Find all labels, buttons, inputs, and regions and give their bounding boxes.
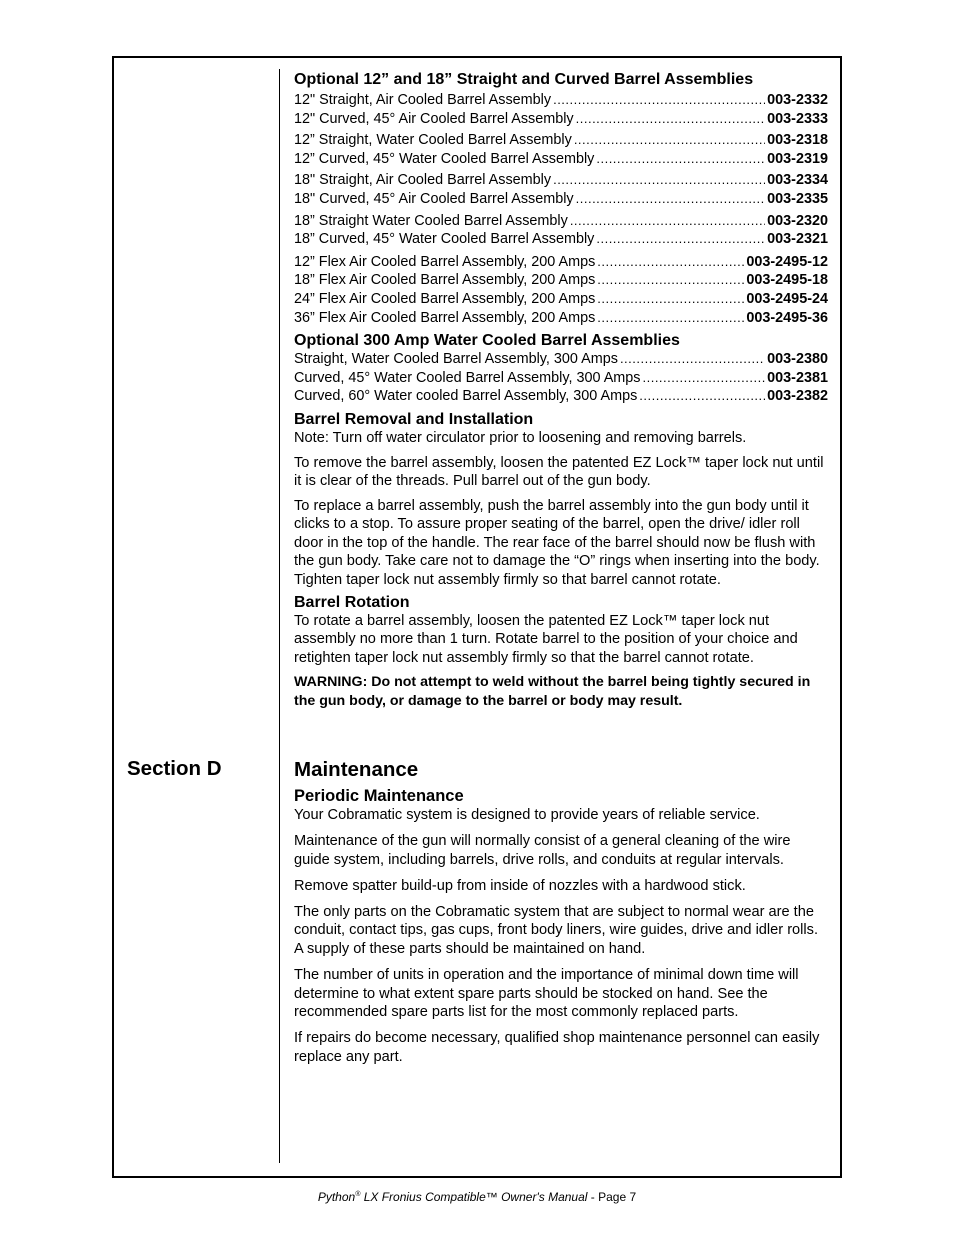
dot-leader: [597, 253, 744, 272]
maintenance-paragraph: The number of units in operation and the importance of minimal down time will determine to what extent spare parts should be stocked on hand. See the recommended spare parts list for the most commonly replaced parts.: [294, 967, 799, 1021]
part-number: 003-2318: [767, 132, 828, 149]
part-description: 18” Flex Air Cooled Barrel Assembly, 200 Amps: [294, 272, 596, 289]
removal-note: Note: Turn off water circulator prior to loosening and removing barrels.: [294, 429, 747, 446]
part-description: Curved, 60° Water cooled Barrel Assembly, 300 Amps: [294, 388, 638, 405]
removal-paragraph-1: To remove the barrel assembly, loosen the patented EZ Lock™ taper lock nut until it is clear of the threads. Pull barrel out of the gun body.: [294, 454, 824, 490]
part-row: [294, 369, 828, 388]
part-row: [294, 253, 828, 272]
part-row: [294, 91, 828, 110]
part-description: 12” Flex Air Cooled Barrel Assembly, 200 Amps: [294, 253, 596, 270]
dot-leader: [553, 91, 765, 110]
part-group: [294, 212, 828, 249]
part-description: 18” Curved, 45° Water Cooled Barrel Assembly: [294, 231, 595, 248]
part-number: 003-2332: [767, 92, 828, 108]
maintenance-paragraph: Your Cobramatic system is designed to provide years of reliable service.: [294, 807, 760, 823]
dot-leader: [597, 309, 744, 328]
column-divider: [279, 69, 280, 1163]
barrel-assemblies-block: [294, 70, 828, 711]
dot-leader: [639, 387, 765, 406]
part-number: 003-2319: [767, 150, 828, 167]
part-number: 003-2495-36: [746, 309, 828, 326]
part-group: [294, 253, 828, 327]
part-row: [294, 290, 828, 309]
part-number: 003-2321: [767, 231, 828, 248]
part-description: 12" Straight, Air Cooled Barrel Assembly: [294, 92, 552, 108]
part-row: [294, 150, 828, 169]
dot-leader: [553, 171, 765, 190]
part-row: [294, 171, 828, 190]
dot-leader: [642, 369, 765, 388]
part-group: [294, 171, 828, 208]
part-description: 12” Curved, 45° Water Cooled Barrel Assembly: [294, 150, 595, 167]
dot-leader: [620, 350, 765, 369]
part-number: 003-2380: [767, 351, 828, 368]
maintenance-block: [294, 758, 828, 1074]
maintenance-paragraph: If repairs do become necessary, qualified shop maintenance personnel can easily replace any part.: [294, 1030, 820, 1066]
rotation-heading: Barrel Rotation: [294, 593, 410, 611]
part-group: [294, 131, 828, 168]
part-row: [294, 230, 828, 249]
part-description: 12" Curved, 45° Air Cooled Barrel Assembly: [294, 110, 574, 127]
maintenance-title: Maintenance: [294, 758, 419, 781]
part-row: [294, 309, 828, 328]
part-number: 003-2495-12: [746, 253, 828, 270]
part-description: 18" Curved, 45° Air Cooled Barrel Assembly: [294, 190, 574, 207]
part-row: [294, 387, 828, 406]
maintenance-paragraph: The only parts on the Cobramatic system that are subject to normal wear are the conduit, contact tips, gas cups, front body liners, wire guides, drive and idler rolls. A supply of these parts should be maintained on hand.: [294, 903, 819, 958]
part-number: 003-2320: [767, 212, 828, 229]
part-number: 003-2382: [767, 388, 828, 405]
footer-brand: Python: [317, 1190, 356, 1204]
part-description: Straight, Water Cooled Barrel Assembly, 300 Amps: [294, 351, 618, 368]
dot-leader: [570, 212, 765, 231]
amp300-parts-list: [294, 350, 828, 406]
removal-paragraph-2: To replace a barrel assembly, push the barrel assembly into the gun body until it clicks to a stop. To assure proper seating of the barrel, open the drive/ idler roll door in the top of the handle. The rear face of the barrel should now be flush with the gun body. Take care not to damage the “O” rings when inserting into the body. Tighten taper lock nut assembly firmly so that barrel cannot rotate.: [294, 497, 820, 589]
removal-heading: Barrel Removal and Installation: [294, 410, 534, 428]
dot-leader: [597, 290, 744, 309]
part-number: 003-2495-18: [746, 272, 828, 289]
footer-manual-title: LX Fronius Compatible™ Owner's Manual: [360, 1190, 588, 1204]
dot-leader: [596, 230, 765, 249]
periodic-maintenance-heading: Periodic Maintenance: [294, 787, 464, 805]
barrel-parts-list: [294, 91, 828, 327]
warning-text: WARNING: Do not attempt to weld without the barrel being tightly secured in the gun body, or damage to the barrel or body may result.: [294, 674, 811, 710]
part-description: 24” Flex Air Cooled Barrel Assembly, 200 Amps: [294, 290, 596, 307]
part-row: [294, 110, 828, 129]
dot-leader: [576, 110, 766, 129]
part-description: 18” Straight Water Cooled Barrel Assembly: [294, 212, 568, 229]
dot-leader: [596, 150, 765, 169]
part-row: [294, 190, 828, 209]
dot-leader: [576, 190, 766, 209]
part-row: [294, 271, 828, 290]
part-description: 36” Flex Air Cooled Barrel Assembly, 200 Amps: [294, 309, 596, 326]
page-footer: [0, 1190, 954, 1204]
section-label: Section D: [127, 757, 222, 780]
maintenance-paragraph: Maintenance of the gun will normally consist of a general cleaning of the wire guide system, including barrels, drive rolls, and conduits at regular intervals.: [294, 833, 791, 868]
maintenance-paragraphs: [294, 806, 828, 1067]
part-row: [294, 131, 828, 150]
dot-leader: [597, 271, 744, 290]
part-group: [294, 91, 828, 128]
part-number: 003-2334: [767, 172, 828, 189]
rotation-paragraph: To rotate a barrel assembly, loosen the patented EZ Lock™ taper lock nut assembly no more than 1 turn. Rotate barrel to the position of your choice and retighten taper lock nut assembly firmly so that the barrel cannot rotate.: [294, 612, 798, 666]
barrel-assemblies-heading: Optional 12” and 18” Straight and Curved Barrel Assemblies: [294, 71, 754, 88]
amp300-heading: Optional 300 Amp Water Cooled Barrel Assemblies: [294, 332, 680, 350]
footer-page-number: - Page 7: [587, 1190, 637, 1204]
part-description: 12” Straight, Water Cooled Barrel Assembly: [294, 132, 572, 149]
part-row: [294, 350, 828, 369]
maintenance-paragraph: Remove spatter build-up from inside of nozzles with a hardwood stick.: [294, 877, 746, 894]
footer-registered-mark: ®: [355, 1191, 361, 1198]
part-number: 003-2335: [767, 190, 828, 207]
part-row: [294, 212, 828, 231]
part-number: 003-2495-24: [746, 290, 828, 307]
dot-leader: [574, 131, 765, 150]
part-number: 003-2333: [767, 110, 828, 127]
part-description: Curved, 45° Water Cooled Barrel Assembly, 300 Amps: [294, 369, 641, 386]
part-description: 18" Straight, Air Cooled Barrel Assembly: [294, 172, 552, 189]
part-number: 003-2381: [767, 369, 828, 386]
